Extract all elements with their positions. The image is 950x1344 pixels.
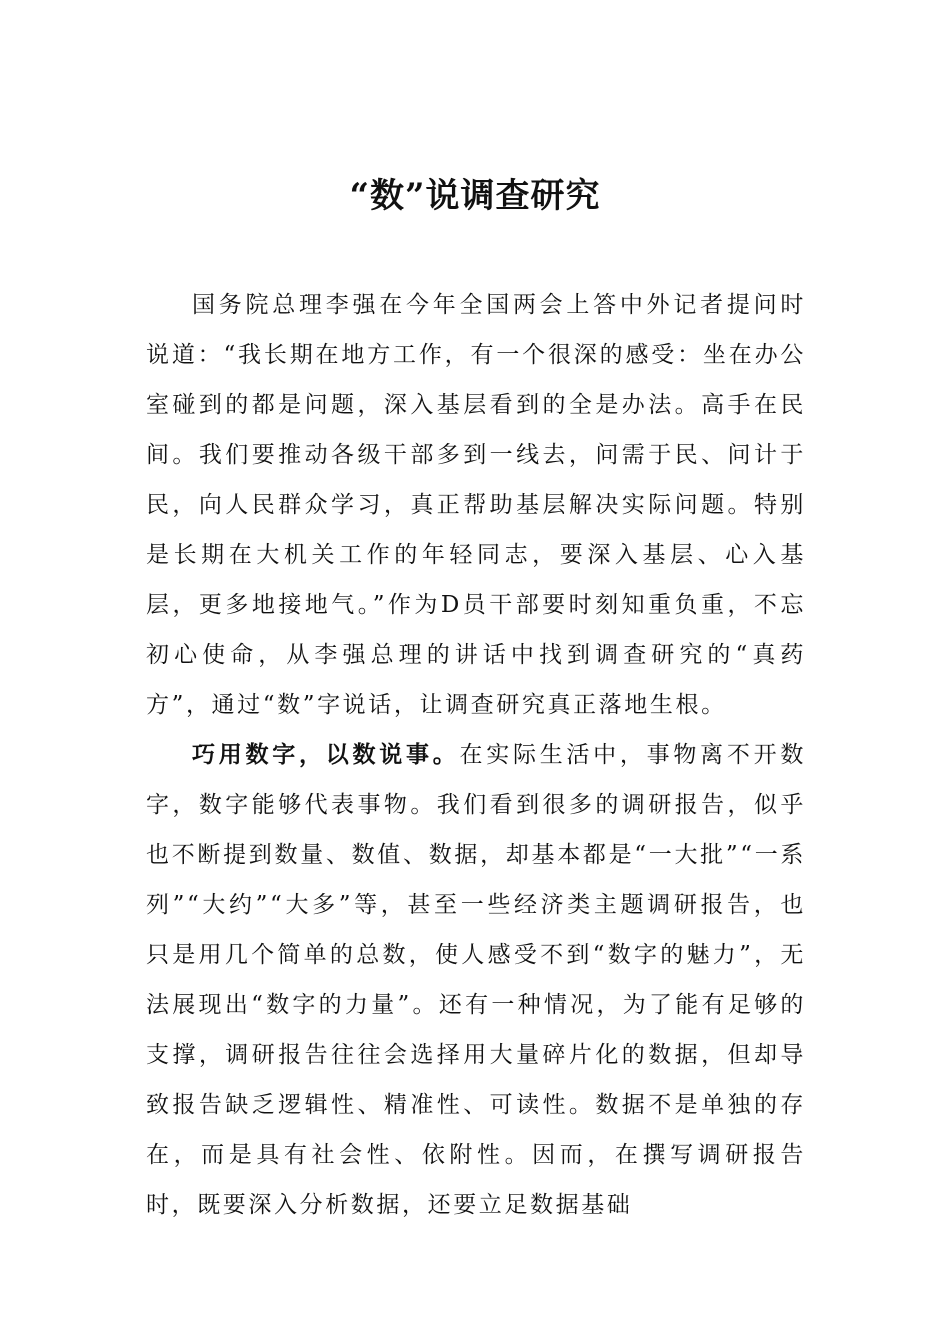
paragraph-numbers (146, 730, 806, 1230)
paragraph-intro (146, 280, 806, 730)
paragraph-intro-text: 国务院总理李强在今年全国两会上答中外记者提问时说道：“我长期在地方工作，有一个很深的感受：坐在办公室碰到的都是问题，深入基层看到的全是办法。高手在民间。我们要推动各级干部多到一线去，问需于民、问计于民，向人民群众学习，真正帮助基层解决实际问题。特别是长期在大机关工作的年轻同志，要深入基层、心入基层，更多地接地气。”作为D员干部要时刻知重负重，不忘初心使命，从李强总理的讲话中找到调查研究的“真药方”，通过“数”字说话，让调查研究真正落地生根。 (146, 292, 806, 718)
article-body (146, 280, 806, 1230)
paragraph-lead-heading: 巧用数字，以数说事。 (192, 742, 460, 768)
page-title: “数”说调查研究 (349, 176, 601, 216)
paragraph-numbers-text: 在实际生活中，事物离不开数字，数字能够代表事物。我们看到很多的调研报告，似乎也不断提到数量、数值、数据，却基本都是“一大批”“一系列”“大约”“大多”等，甚至一些经济类主题调研报告，也只是用几个简单的总数，使人感受不到“数字的魅力”，无法展现出“数字的力量”。还有一种情况，为了能有足够的支撑，调研报告往往会选择用大量碎片化的数据，但却导致报告缺乏逻辑性、精准性、可读性。数据不是单独的存在，而是具有社会性、依附性。因而，在撰写调研报告时，既要深入分析数据，还要立足数据基础 (146, 742, 806, 1218)
